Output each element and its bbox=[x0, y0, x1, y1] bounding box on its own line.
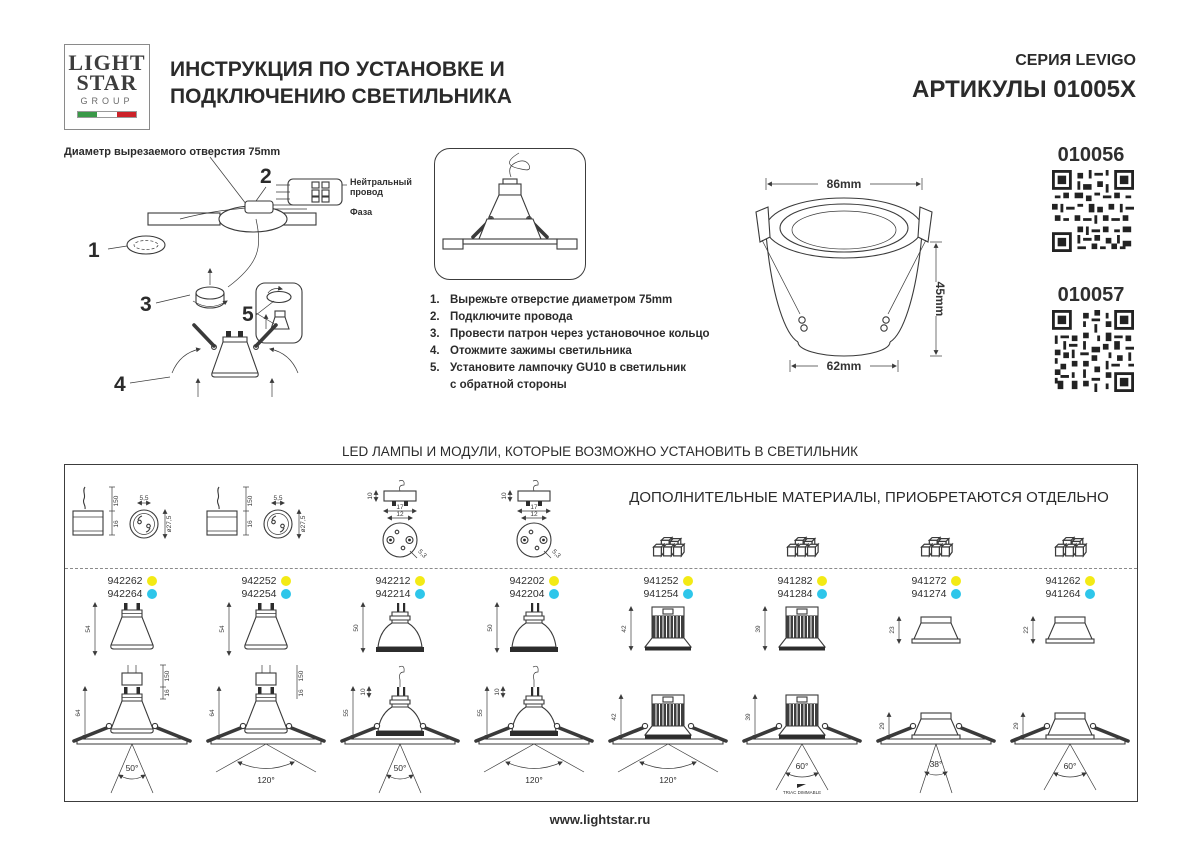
lamp-drawing bbox=[199, 599, 333, 663]
svg-text:16: 16 bbox=[298, 689, 305, 697]
article-codes bbox=[199, 575, 333, 600]
yellow-dot-icon bbox=[817, 576, 827, 586]
logo-text: STAR bbox=[76, 70, 138, 95]
svg-text:55: 55 bbox=[343, 709, 350, 717]
installation-steps bbox=[430, 292, 730, 394]
svg-text:50: 50 bbox=[353, 624, 360, 632]
installed-drawing bbox=[601, 663, 735, 796]
lamp-column-1 bbox=[65, 465, 199, 801]
triac-note: TRIAC DIMMABLE bbox=[782, 790, 822, 795]
lamps-table bbox=[64, 464, 1138, 802]
series-label: СЕРИЯ LEVIGO bbox=[1015, 52, 1136, 69]
svg-text:39: 39 bbox=[755, 625, 762, 633]
svg-text:10: 10 bbox=[367, 492, 374, 500]
phase-wire-label: Фаза bbox=[350, 207, 373, 217]
installation-diagram bbox=[60, 135, 420, 407]
svg-text:16: 16 bbox=[164, 689, 171, 697]
article-codes bbox=[869, 575, 1003, 600]
lamp-drawing bbox=[601, 599, 735, 663]
svg-text:16: 16 bbox=[113, 520, 120, 528]
svg-text:5,3: 5,3 bbox=[550, 548, 562, 560]
lamp-drawing bbox=[333, 599, 467, 663]
italian-flag-icon bbox=[77, 111, 137, 118]
svg-text:38°: 38° bbox=[929, 759, 943, 769]
svg-text:ø27,5: ø27,5 bbox=[300, 515, 307, 533]
yellow-dot-icon bbox=[147, 576, 157, 586]
series-block bbox=[760, 52, 1136, 104]
module-drawing bbox=[333, 481, 467, 567]
module-drawing bbox=[467, 481, 601, 567]
boxes-icon bbox=[1053, 537, 1087, 557]
led-section-title: LED ЛАМПЫ И МОДУЛИ, КОТОРЫЕ ВОЗМОЖНО УСТАНОВИТЬ В СВЕТИЛЬНИК bbox=[341, 444, 859, 459]
lamp-drawing bbox=[869, 599, 1003, 663]
svg-text:10: 10 bbox=[360, 688, 367, 696]
title-line1: ИНСТРУКЦИЯ ПО УСТАНОВКЕ И bbox=[170, 58, 505, 81]
dim-62mm: 62mm bbox=[826, 359, 862, 373]
installed-fixture-diagram bbox=[435, 149, 584, 278]
svg-text:60°: 60° bbox=[795, 761, 809, 771]
code: 942264 bbox=[107, 588, 143, 600]
svg-text:150: 150 bbox=[113, 495, 120, 507]
dim-86mm: 86mm bbox=[826, 177, 862, 191]
lamp-column-6 bbox=[735, 465, 869, 801]
code: 942204 bbox=[509, 588, 545, 600]
yellow-dot-icon bbox=[415, 576, 425, 586]
svg-text:150: 150 bbox=[247, 495, 254, 507]
code: 942262 bbox=[107, 575, 143, 587]
blue-dot-icon bbox=[281, 589, 291, 599]
installed-drawing bbox=[65, 663, 199, 796]
code: 941254 bbox=[643, 588, 679, 600]
logo-text: LIGHT bbox=[68, 50, 146, 75]
code: 942214 bbox=[375, 588, 411, 600]
step-row: 3. Провести патрон через установочное кольцо bbox=[430, 328, 710, 340]
installed-drawing bbox=[467, 663, 601, 796]
installed-drawing bbox=[1003, 663, 1137, 796]
boxes-icon bbox=[651, 537, 685, 557]
articles-label: АРТИКУЛЫ 01005X bbox=[912, 76, 1136, 103]
step-row: 4. Отожмите зажимы светильника bbox=[430, 345, 632, 357]
qr-label-010056: 010056 bbox=[1057, 144, 1125, 166]
svg-text:10: 10 bbox=[501, 492, 508, 500]
additional-materials-title: ДОПОЛНИТЕЛЬНЫЕ МАТЕРИАЛЫ, ПРИОБРЕТАЮТСЯ ОТДЕЛЬНО bbox=[629, 489, 1109, 506]
code: 942252 bbox=[241, 575, 277, 587]
article-codes bbox=[1003, 575, 1137, 600]
code: 942212 bbox=[375, 575, 411, 587]
lamp-drawing bbox=[467, 599, 601, 663]
svg-text:60°: 60° bbox=[1063, 761, 1077, 771]
code: 941264 bbox=[1045, 588, 1081, 600]
svg-text:54: 54 bbox=[85, 625, 92, 633]
qr-label-010057: 010057 bbox=[1057, 284, 1125, 306]
lamp-column-7 bbox=[869, 465, 1003, 801]
svg-text:50: 50 bbox=[487, 624, 494, 632]
yellow-dot-icon bbox=[683, 576, 693, 586]
yellow-dot-icon bbox=[281, 576, 291, 586]
article-codes bbox=[735, 575, 869, 600]
article-codes bbox=[467, 575, 601, 600]
svg-text:ø27,5: ø27,5 bbox=[166, 515, 173, 533]
svg-text:5,3: 5,3 bbox=[416, 548, 428, 560]
svg-text:64: 64 bbox=[75, 709, 82, 717]
callout-3: 3 bbox=[140, 293, 152, 316]
code: 941262 bbox=[1045, 575, 1081, 587]
neutral-wire-label: Нейтральный bbox=[350, 177, 412, 187]
lamp-drawing bbox=[735, 599, 869, 663]
step-row: 5. Установите лампочку GU10 в светильник bbox=[430, 362, 687, 374]
svg-text:42: 42 bbox=[621, 625, 628, 633]
svg-text:17: 17 bbox=[530, 504, 538, 511]
svg-text:23: 23 bbox=[889, 626, 896, 634]
neutral-wire-label2: провод bbox=[350, 187, 383, 197]
boxes-icon bbox=[919, 537, 953, 557]
step-row: 1. Вырежьте отверстие диаметром 75mm bbox=[430, 294, 673, 306]
svg-text:12: 12 bbox=[396, 511, 404, 518]
svg-text:10: 10 bbox=[494, 688, 501, 696]
lightstar-logo bbox=[64, 44, 150, 130]
blue-dot-icon bbox=[683, 589, 693, 599]
lamp-column-4 bbox=[467, 465, 601, 801]
lamp-drawing bbox=[65, 599, 199, 663]
yellow-dot-icon bbox=[951, 576, 961, 586]
website-url: www.lightstar.ru bbox=[549, 812, 651, 827]
lamp-column-5 bbox=[601, 465, 735, 801]
yellow-dot-icon bbox=[549, 576, 559, 586]
hole-diameter-note: Диаметр вырезаемого отверстия 75mm bbox=[64, 146, 281, 158]
lamp-column-8 bbox=[1003, 465, 1137, 801]
qr-code-010056 bbox=[1052, 170, 1134, 252]
installed-drawing bbox=[199, 663, 333, 796]
svg-text:5,5: 5,5 bbox=[273, 495, 283, 502]
svg-text:50°: 50° bbox=[393, 763, 407, 773]
callout-5: 5 bbox=[242, 303, 254, 326]
code: 941272 bbox=[911, 575, 947, 587]
boxes-icon bbox=[785, 537, 819, 557]
logo-text: GROUP bbox=[80, 96, 134, 106]
code: 942254 bbox=[241, 588, 277, 600]
qr-code-010057 bbox=[1052, 310, 1134, 392]
article-codes bbox=[333, 575, 467, 600]
callout-1: 1 bbox=[88, 239, 100, 262]
code: 941284 bbox=[777, 588, 813, 600]
callout-2: 2 bbox=[260, 165, 272, 188]
blue-dot-icon bbox=[951, 589, 961, 599]
svg-text:17: 17 bbox=[396, 504, 404, 511]
code: 941282 bbox=[777, 575, 813, 587]
article-codes bbox=[601, 575, 735, 600]
installed-fixture-frame bbox=[434, 148, 586, 280]
blue-dot-icon bbox=[549, 589, 559, 599]
blue-dot-icon bbox=[147, 589, 157, 599]
svg-text:29: 29 bbox=[879, 722, 886, 730]
svg-text:50°: 50° bbox=[125, 763, 139, 773]
installed-drawing bbox=[869, 663, 1003, 796]
svg-text:16: 16 bbox=[247, 520, 254, 528]
svg-text:22: 22 bbox=[1023, 626, 1030, 634]
svg-text:120°: 120° bbox=[659, 775, 677, 785]
lamp-column-3 bbox=[333, 465, 467, 801]
page-title bbox=[170, 56, 512, 110]
svg-text:64: 64 bbox=[209, 709, 216, 717]
callout-4: 4 bbox=[114, 373, 126, 396]
socket-drawing bbox=[65, 481, 199, 567]
svg-text:39: 39 bbox=[745, 713, 752, 721]
fixture-dimensions-diagram bbox=[726, 150, 976, 390]
code: 941252 bbox=[643, 575, 679, 587]
svg-text:29: 29 bbox=[1013, 722, 1020, 730]
yellow-dot-icon bbox=[1085, 576, 1095, 586]
svg-text:42: 42 bbox=[611, 713, 618, 721]
svg-text:120°: 120° bbox=[257, 775, 275, 785]
dim-45mm: 45mm bbox=[933, 281, 947, 317]
lamp-drawing bbox=[1003, 599, 1137, 663]
blue-dot-icon bbox=[1085, 589, 1095, 599]
code: 942202 bbox=[509, 575, 545, 587]
svg-text:150: 150 bbox=[298, 670, 305, 682]
step-row: 2. Подключите провода bbox=[430, 311, 573, 323]
installed-drawing bbox=[735, 663, 869, 796]
lamp-column-2 bbox=[199, 465, 333, 801]
title-line2: ПОДКЛЮЧЕНИЮ СВЕТИЛЬНИКА bbox=[170, 85, 512, 108]
blue-dot-icon bbox=[817, 589, 827, 599]
svg-text:54: 54 bbox=[219, 625, 226, 633]
svg-text:120°: 120° bbox=[525, 775, 543, 785]
code: 941274 bbox=[911, 588, 947, 600]
socket-drawing bbox=[199, 481, 333, 567]
svg-text:5,5: 5,5 bbox=[139, 495, 149, 502]
installed-drawing bbox=[333, 663, 467, 796]
svg-text:55: 55 bbox=[477, 709, 484, 717]
article-codes bbox=[65, 575, 199, 600]
svg-text:150: 150 bbox=[164, 670, 171, 682]
svg-text:12: 12 bbox=[530, 511, 538, 518]
blue-dot-icon bbox=[415, 589, 425, 599]
step-row: с обратной стороны bbox=[450, 379, 567, 391]
